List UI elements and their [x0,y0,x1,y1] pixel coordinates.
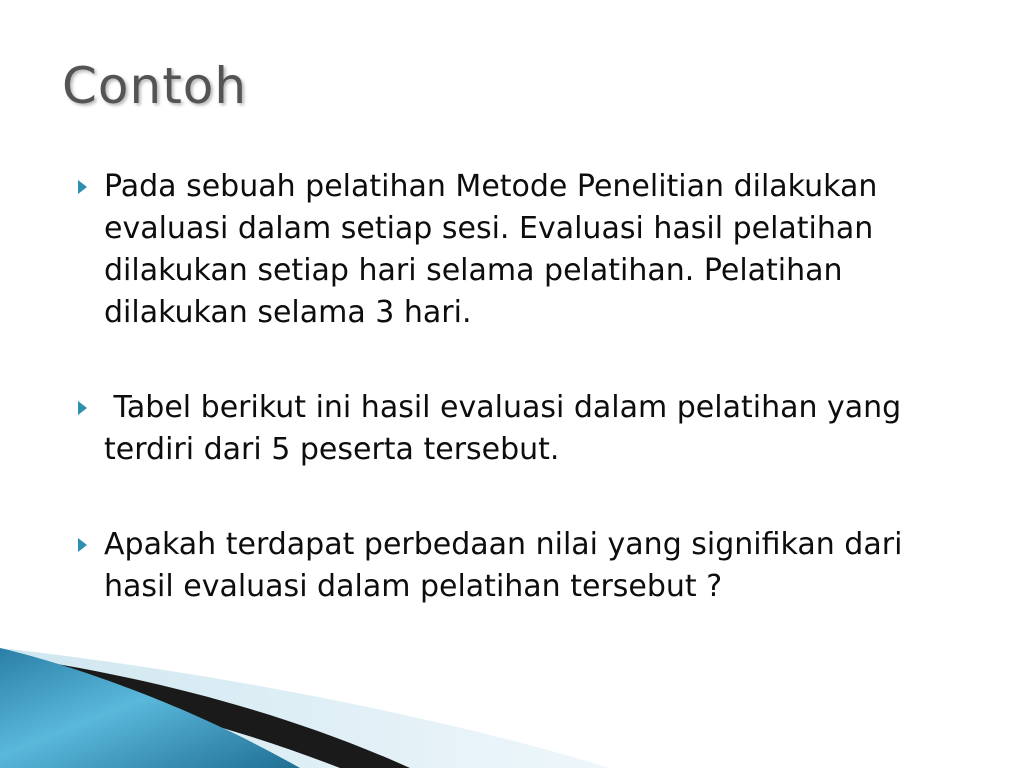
triangle-bullet-icon [78,180,87,194]
bullet-list [76,166,976,661]
slide-title: Contoh [62,57,248,115]
triangle-bullet-icon [78,401,87,415]
bullet-text-2: Tabel berikut ini hasil evaluasi dalam pelatihan yang terdiri dari 5 peserta tersebut. [104,390,902,467]
bullet-item-3 [76,524,976,608]
blue-swoosh-shape [0,648,300,768]
bullet-item-2 [76,387,976,471]
triangle-bullet-icon [78,538,87,552]
bullet-text-1: Pada sebuah pelatihan Metode Penelitian dilakukan evaluasi dalam setiap sesi. Evaluasi hasil pelatihan dilakukan setiap hari selama pelatihan. Pelatihan dilakukan selama 3 hari. [104,169,878,330]
bullet-item-1 [76,166,976,334]
dark-swoosh-shape [0,655,410,768]
pale-swoosh-shape [0,648,610,768]
bullet-text-3: Apakah terdapat perbedaan nilai yang signifikan dari hasil evaluasi dalam pelatihan tersebut ? [104,527,903,604]
